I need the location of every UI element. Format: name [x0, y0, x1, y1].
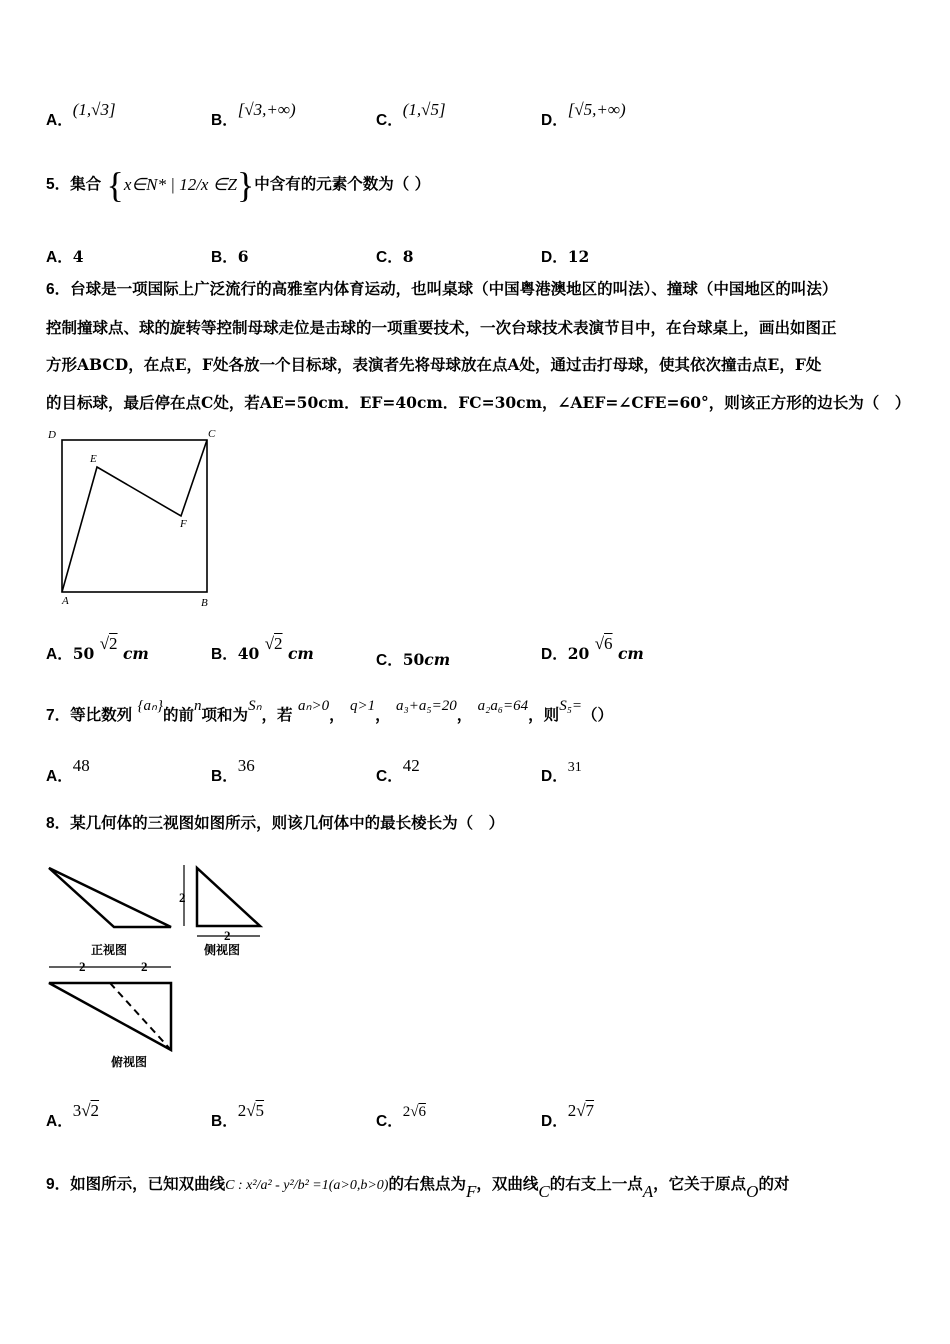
unit: cm — [287, 644, 314, 663]
option-label: A． — [46, 249, 73, 266]
unit: cm — [424, 650, 451, 669]
label-f: F — [180, 518, 187, 530]
radicand: 2 — [90, 1101, 100, 1120]
radicand: 7 — [585, 1101, 595, 1120]
q8-text: 某几何体的三视图如图所示，则该几何体中的最长棱长为（ ） — [70, 813, 505, 832]
option-coef: 2 — [402, 1104, 411, 1120]
q6-option-a[interactable] — [46, 634, 149, 664]
option-coef: 50 — [72, 644, 95, 663]
q9-text-6: 的对 — [758, 1174, 790, 1193]
q8-three-views-figure — [44, 860, 274, 1075]
option-coef: 40 — [237, 644, 260, 663]
q8-option-b[interactable] — [211, 1101, 265, 1131]
q5-option-b[interactable] — [211, 245, 249, 267]
q7-sn: Sₙ — [248, 698, 262, 714]
question-number: 7． — [46, 707, 71, 724]
option-coef: 50 — [402, 650, 425, 669]
option-value: (1,√5] — [402, 100, 446, 119]
q5-option-d[interactable] — [541, 245, 589, 267]
q6-option-d[interactable] — [541, 634, 644, 664]
q4-option-c[interactable] — [376, 100, 446, 130]
option-label: B． — [211, 1113, 238, 1130]
q7-cond-2: q>1 — [349, 698, 376, 714]
option-label: D． — [541, 1113, 568, 1130]
q9-text-3: ，双曲线 — [476, 1174, 539, 1193]
q5-prefix: 集合 — [70, 174, 102, 193]
sqrt-icon: √6 — [594, 634, 613, 653]
q7-target: S₅= — [559, 698, 583, 714]
question-number: 9． — [46, 1176, 71, 1193]
label-e: E — [90, 453, 97, 465]
q9-text-4: 的右支上一点 — [549, 1174, 643, 1193]
q6-line-4: 的目标球，最后停在点C处，若AE=50cm．EF=40cm．FC=30cm，∠AEF=∠CFE=60°，则该正方形的边长为（ ） — [46, 392, 911, 412]
radicand: 6 — [418, 1104, 426, 1120]
q5-option-c[interactable] — [376, 245, 414, 267]
radicand: 2 — [274, 634, 283, 653]
option-label: A． — [46, 1113, 73, 1130]
q6-line-3: 方形ABCD，在点E，F处各放一个目标球，表演者先将母球放在点A处，通过击打母球，使其依次撞击点E，F处 — [46, 355, 822, 374]
q4-option-d[interactable] — [541, 100, 626, 130]
option-value: 36 — [237, 756, 255, 775]
radicand: 5 — [255, 1101, 265, 1120]
option-label: B． — [211, 768, 238, 785]
q7-option-d[interactable] — [541, 760, 582, 786]
option-label: C． — [376, 652, 403, 669]
side-dimension-label: 2 — [224, 928, 231, 943]
label-c: C — [208, 428, 216, 440]
q7-n: n — [194, 698, 202, 714]
q8-option-d[interactable] — [541, 1101, 595, 1131]
q7-cond-4: a₂a₆=64 — [477, 698, 529, 714]
option-label: A． — [46, 768, 73, 785]
q9-text-5: ，它关于原点 — [653, 1174, 747, 1193]
q7-option-b[interactable] — [211, 756, 255, 786]
q6-option-b[interactable] — [211, 634, 314, 664]
option-value: (1,√3] — [72, 100, 116, 119]
q9-focus-f: F — [465, 1182, 477, 1201]
q5-option-a[interactable] — [46, 245, 84, 267]
q4-option-a[interactable] — [46, 100, 116, 130]
option-label: D． — [541, 646, 568, 663]
question-number: 5． — [46, 176, 71, 193]
top-view-label: 俯视图 — [111, 1055, 148, 1069]
q8-stem — [46, 811, 504, 833]
option-coef: 3 — [72, 1101, 82, 1120]
brace-left-icon: { — [106, 165, 124, 205]
option-label: A． — [46, 112, 73, 129]
q9-text-2: 的右焦点为 — [388, 1174, 466, 1193]
q7-cond-3: a₃+a₅=20 — [396, 698, 457, 714]
q9-point-a: A — [642, 1182, 654, 1201]
radicand: 2 — [109, 634, 118, 653]
unit: cm — [122, 644, 149, 663]
front-view-shape — [49, 868, 171, 927]
option-value: 48 — [72, 756, 90, 775]
q6-text-1: 台球是一项国际上广泛流行的高雅室内体育运动，也叫桌球（中国粤港澳地区的叫法）、撞球（中国地区的叫法） — [70, 279, 838, 298]
question-number: 8． — [46, 815, 71, 832]
question-number: 6． — [46, 281, 71, 298]
q9-hyperbola-equation: C : x²/a² - y²/b² =1(a>0,b>0) — [225, 1178, 389, 1193]
option-label: B． — [211, 249, 238, 266]
side-view-shape — [197, 868, 260, 926]
q9-text-1: 如图所示，已知双曲线 — [70, 1174, 226, 1193]
option-label: B． — [211, 646, 238, 663]
sqrt-icon: √2 — [264, 634, 283, 653]
option-value: 42 — [402, 756, 420, 775]
option-label: C． — [376, 1113, 403, 1130]
q9-curve-c: C — [538, 1182, 550, 1201]
option-value: 6 — [237, 247, 249, 266]
option-value: 8 — [402, 247, 414, 266]
option-value: [√5,+∞) — [567, 100, 626, 119]
q7-text-5: ，则 — [528, 705, 560, 724]
option-value: 31 — [567, 760, 582, 775]
q7-text-2: 的前 — [163, 705, 195, 724]
q7-text-3: 项和为 — [201, 705, 249, 724]
hidden-edge — [110, 983, 171, 1050]
height-dimension-label: 2 — [179, 890, 186, 905]
sqrt-icon: √2 — [99, 634, 118, 653]
q6-line-1 — [46, 270, 906, 309]
q5-set-expression: x∈N* | 12/x ∈Z — [123, 175, 237, 194]
top-view-shape — [49, 983, 171, 1050]
sqrt-icon: √6 — [410, 1104, 426, 1120]
option-label: D． — [541, 249, 568, 266]
q7-text-1: 等比数列 — [70, 705, 133, 724]
option-coef: 2 — [567, 1101, 577, 1120]
sqrt-icon: √7 — [576, 1101, 595, 1120]
q6-line-2: 控制撞球点、球的旋转等控制母球走位是击球的一项重要技术，一次台球技术表演节目中，在台球桌上，画出如图正 — [46, 317, 837, 337]
option-label: B． — [211, 112, 238, 129]
label-a: A — [62, 595, 69, 607]
option-value: [√3,+∞) — [237, 100, 296, 119]
option-label: C． — [376, 768, 403, 785]
q5-suffix: 中含有的元素个数为（ ） — [254, 174, 431, 193]
side-view-label: 侧视图 — [204, 943, 241, 957]
option-label: D． — [541, 768, 568, 785]
option-coef: 20 — [567, 644, 590, 663]
q9-stem — [46, 1172, 790, 1201]
q9-origin-o: O — [746, 1182, 759, 1201]
q5-stem — [46, 164, 430, 206]
option-label: C． — [376, 249, 403, 266]
radicand: 6 — [604, 634, 613, 653]
sqrt-icon: √2 — [81, 1101, 100, 1120]
ball-path — [62, 440, 207, 592]
option-label: C． — [376, 112, 403, 129]
label-b: B — [201, 597, 208, 609]
option-label: A． — [46, 646, 73, 663]
q8-option-a[interactable] — [46, 1101, 100, 1131]
top-left-dimension-label: 2 — [79, 959, 86, 974]
q7-option-c[interactable] — [376, 756, 420, 786]
q6-stem — [46, 270, 911, 421]
q7-suffix: （） — [582, 705, 614, 724]
option-value: 4 — [72, 247, 84, 266]
q7-stem: 7．等比数列 {aₙ}的前n项和为Sₙ，若 aₙ>0， q>1， a₃+a₅=20， a₂a₆=64，则S₅=（） — [46, 698, 614, 724]
q8-option-c[interactable] — [376, 1104, 426, 1131]
unit: cm — [617, 644, 644, 663]
q6-square-figure — [40, 425, 230, 615]
top-right-dimension-label: 2 — [141, 959, 148, 974]
q7-text-4: ，若 — [261, 705, 293, 724]
brace-right-icon: } — [236, 165, 255, 205]
q6-option-c[interactable] — [376, 648, 450, 670]
label-d: D — [48, 429, 56, 441]
q7-option-a[interactable] — [46, 756, 90, 786]
sqrt-icon: √5 — [246, 1101, 265, 1120]
option-value: 12 — [567, 247, 590, 266]
option-coef: 2 — [237, 1101, 247, 1120]
q7-sequence: {aₙ} — [137, 698, 164, 714]
q7-cond-1: aₙ>0 — [297, 698, 330, 714]
q4-option-b[interactable] — [211, 100, 296, 130]
front-view-label: 正视图 — [91, 943, 128, 957]
option-label: D． — [541, 112, 568, 129]
